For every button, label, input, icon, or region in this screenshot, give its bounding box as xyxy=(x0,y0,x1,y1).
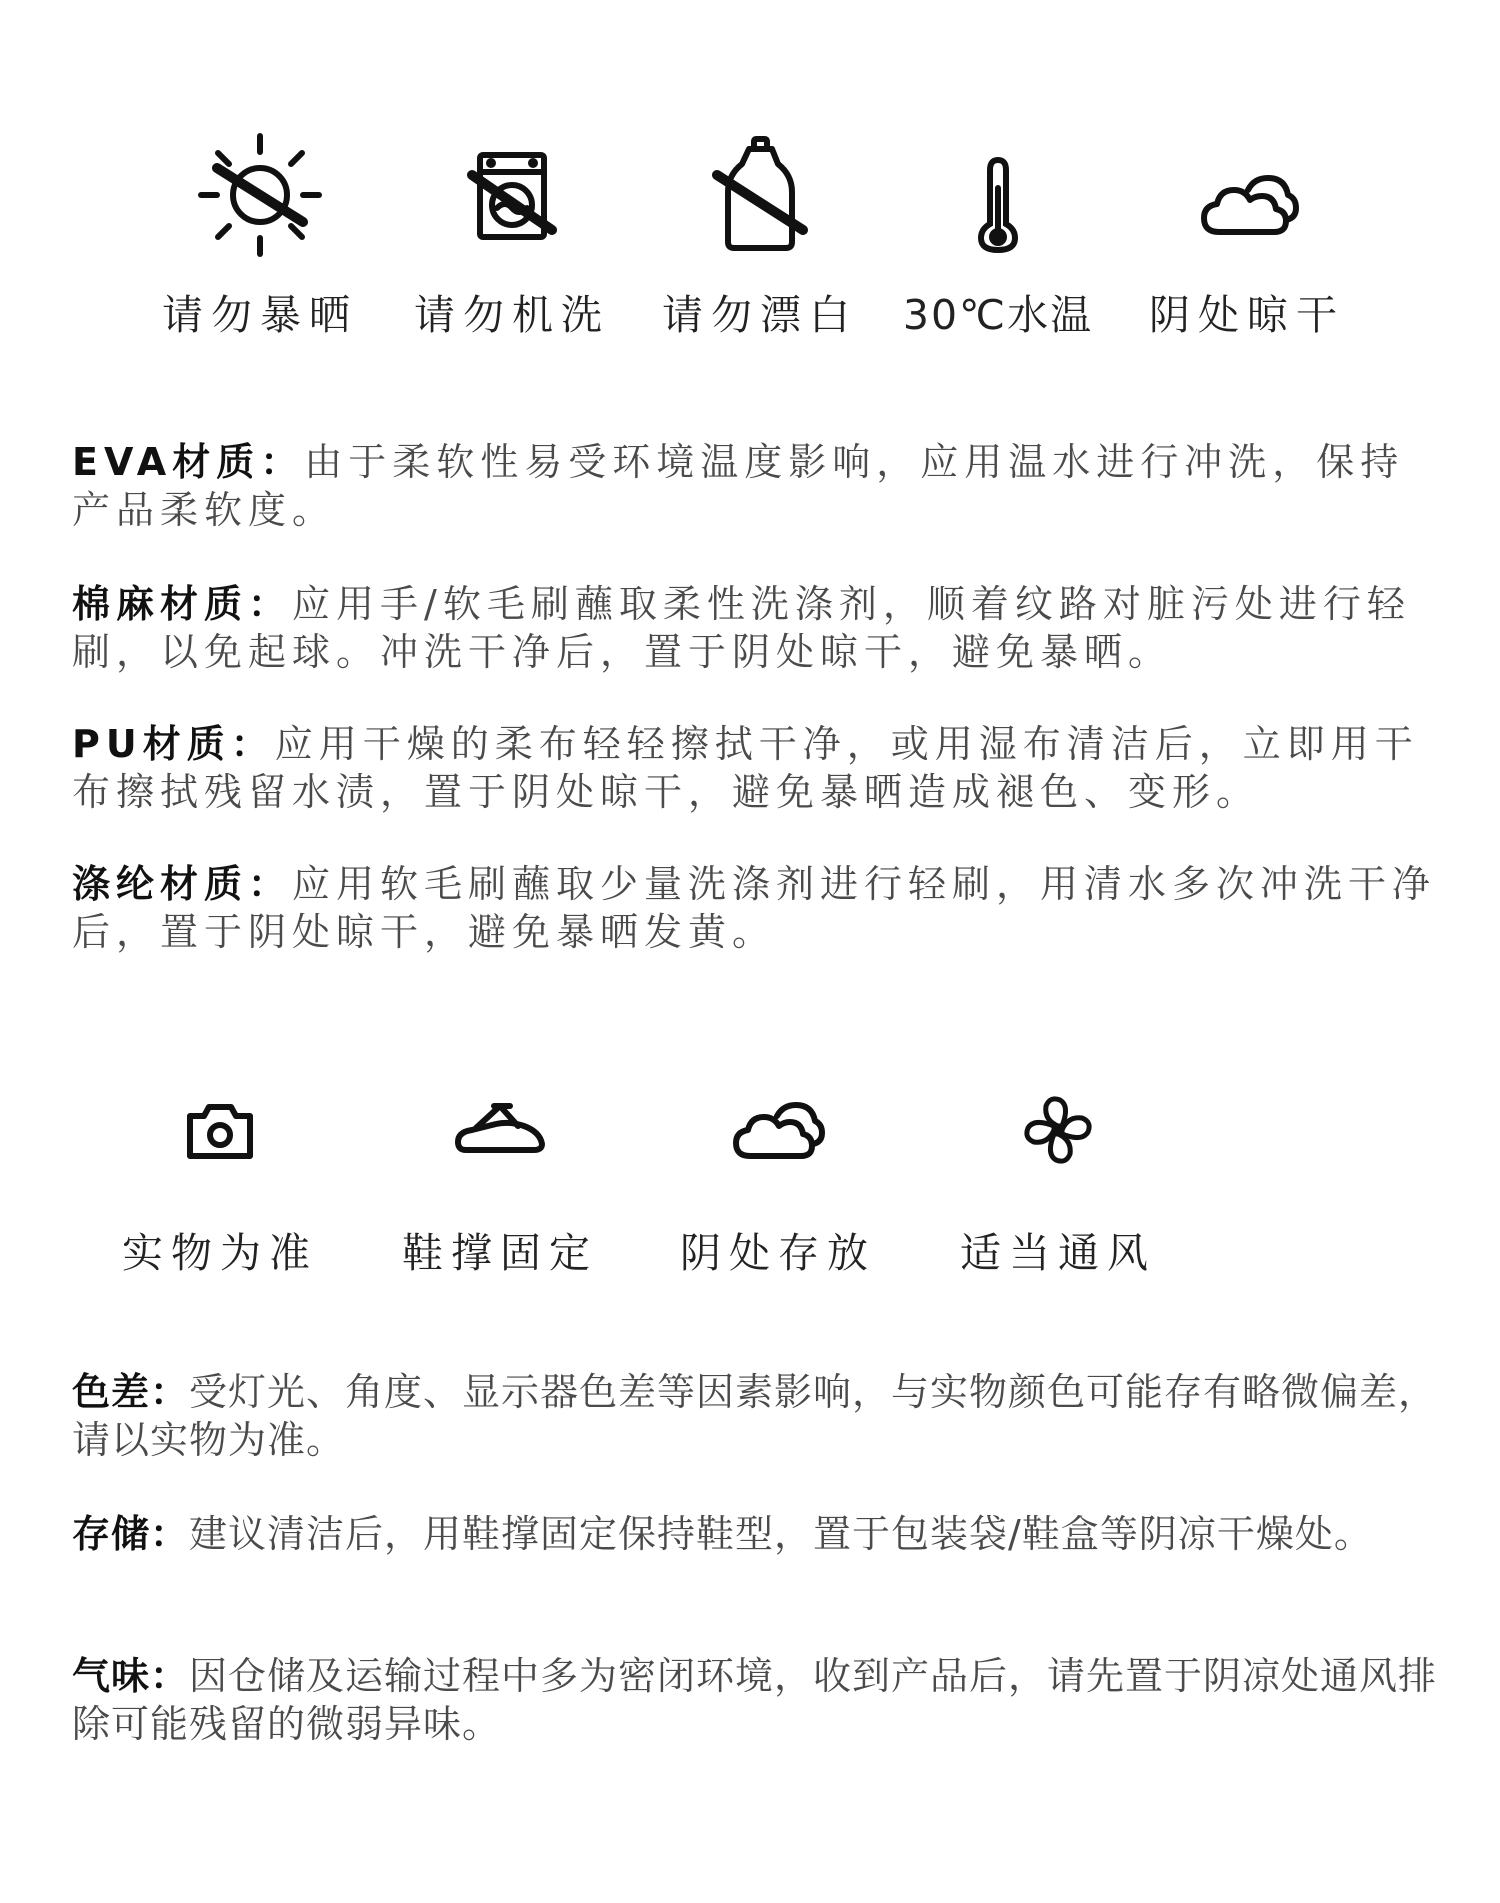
thermometer-icon xyxy=(933,130,1063,260)
note-polyester xyxy=(72,860,1442,956)
note-color-difference-heading: 色差： xyxy=(72,1370,190,1414)
note-odor-heading: 气味： xyxy=(72,1654,190,1698)
storage-label-actual: 实物为准 xyxy=(122,1229,318,1277)
storage-label-shade-store: 阴处存放 xyxy=(680,1229,876,1277)
note-cotton-linen-text: 应用手/软毛刷蘸取柔性洗涤剂，顺着纹路对脏污处进行轻刷，以免起球。冲洗干净后，置于阴处晾干，避免暴晒。 xyxy=(72,582,1411,674)
note-polyester-text: 应用软毛刷蘸取少量洗涤剂进行轻刷，用清水多次冲洗干净后，置于阴处晾干，避免暴晒发黄。 xyxy=(72,862,1437,954)
note-pu-heading: PU材质： xyxy=(72,722,275,766)
note-cotton-linen-heading: 棉麻材质： xyxy=(72,582,293,626)
storage-label-shoe-tree: 鞋撑固定 xyxy=(402,1229,598,1277)
care-item-no-sun xyxy=(140,130,380,341)
camera-icon xyxy=(180,1090,260,1170)
cloud-icon xyxy=(728,1090,828,1170)
storage-item-ventilate xyxy=(938,1090,1178,1279)
no-machine-wash-icon xyxy=(447,130,577,260)
care-item-no-machine-wash xyxy=(392,130,632,341)
note-odor-text: 因仓储及运输过程中多为密闭环境，收到产品后，请先置于阴凉处通风排除可能残留的微弱异味。 xyxy=(72,1654,1438,1746)
note-odor xyxy=(72,1652,1442,1748)
note-cotton-linen xyxy=(72,580,1442,676)
cloud-icon xyxy=(1182,130,1312,260)
care-label-no-machine-wash: 请勿机洗 xyxy=(414,291,610,339)
care-item-no-bleach xyxy=(640,130,880,341)
care-item-water-temp xyxy=(878,130,1118,341)
note-eva-heading: EVA材质： xyxy=(72,440,305,484)
care-item-shade-dry xyxy=(1127,130,1367,341)
storage-label-ventilate: 适当通风 xyxy=(960,1229,1156,1277)
note-pu-text: 应用干燥的柔布轻轻擦拭干净，或用湿布清洁后，立即用干布擦拭残留水渍，置于阴处晾干，避免暴晒造成褪色、变形。 xyxy=(72,722,1419,814)
note-storage xyxy=(72,1510,1442,1558)
care-label-no-bleach: 请勿漂白 xyxy=(662,291,858,339)
no-sun-icon xyxy=(195,130,325,260)
note-color-difference-text: 受灯光、角度、显示器色差等因素影响，与实物颜色可能存有略微偏差，请以实物为准。 xyxy=(72,1370,1438,1462)
care-label-shade-dry: 阴处晾干 xyxy=(1149,291,1345,339)
care-label-water-temp: 30℃水温 xyxy=(902,291,1094,339)
care-label-no-sun: 请勿暴晒 xyxy=(162,291,358,339)
note-pu xyxy=(72,720,1442,816)
no-bleach-icon xyxy=(695,130,825,260)
note-storage-heading: 存储： xyxy=(72,1512,190,1556)
note-color-difference xyxy=(72,1368,1442,1464)
storage-item-shade-store xyxy=(658,1090,898,1279)
note-storage-text: 建议清洁后，用鞋撑固定保持鞋型，置于包装袋/鞋盒等阴凉干燥处。 xyxy=(189,1512,1373,1556)
note-eva xyxy=(72,438,1442,534)
note-eva-text: 由于柔软性易受环境温度影响，应用温水进行冲洗，保持产品柔软度。 xyxy=(72,440,1405,532)
storage-item-shoe-tree xyxy=(380,1090,620,1279)
shoe-tree-icon xyxy=(450,1090,550,1170)
note-polyester-heading: 涤纶材质： xyxy=(72,862,293,906)
fan-icon xyxy=(1018,1090,1098,1170)
storage-item-actual xyxy=(100,1090,340,1279)
